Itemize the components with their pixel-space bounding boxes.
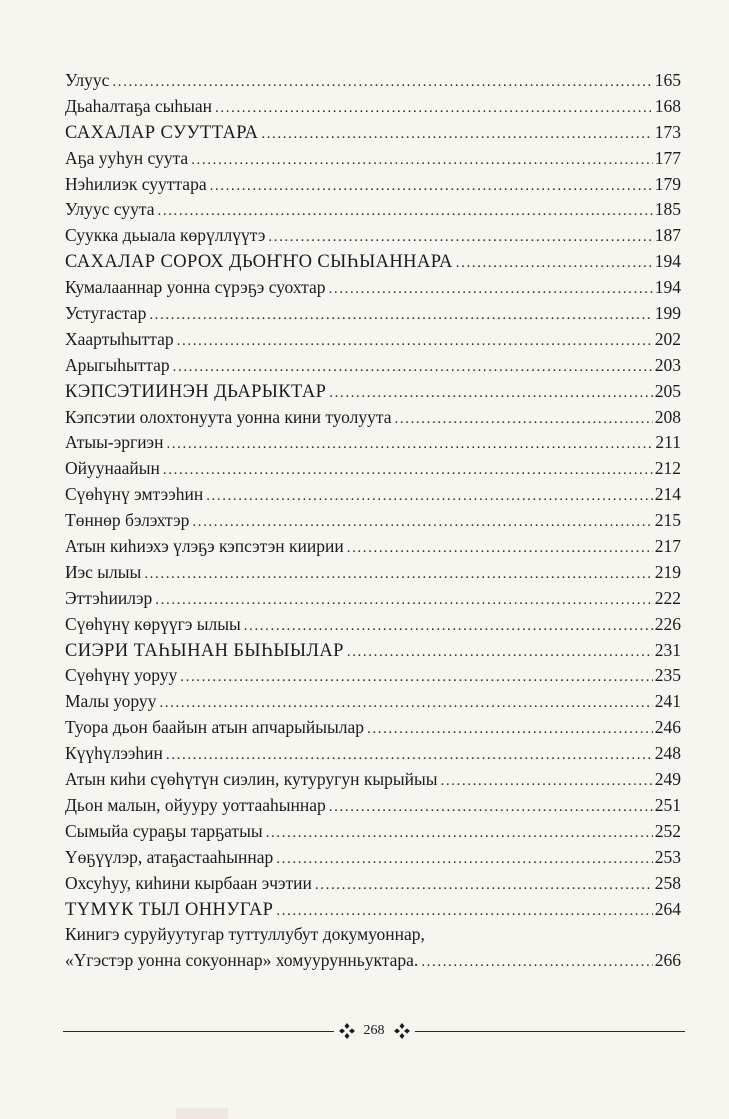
toc-entry-title: Үөҕүүлэр, атаҕастааһыннар xyxy=(65,846,274,867)
toc-entry-title: Арыгыһыттар xyxy=(65,354,170,375)
toc-entry xyxy=(65,482,681,508)
page-number: 268 xyxy=(363,1023,385,1038)
four-diamond-fleuron-icon xyxy=(334,1023,360,1039)
toc-entry-title: Улуус xyxy=(65,70,110,90)
dot-leader xyxy=(180,665,653,691)
dot-leader xyxy=(367,717,653,743)
dot-leader xyxy=(347,536,653,562)
dot-leader xyxy=(276,899,652,925)
toc-entry xyxy=(65,301,681,327)
toc-entry-title: СИЭРИ ТАҺЫНАН БЫҺЫЫЛАР xyxy=(65,640,344,661)
dot-leader xyxy=(157,199,652,225)
toc-entry xyxy=(65,663,681,689)
dot-leader xyxy=(112,70,652,96)
toc-entry xyxy=(65,689,681,715)
toc-entry-title: Ойуунаайын xyxy=(65,458,160,479)
toc-entry xyxy=(65,612,681,638)
toc-entry xyxy=(65,560,681,586)
toc-entry-title: Иэс ылыы xyxy=(65,561,142,582)
dot-leader xyxy=(329,277,653,303)
dot-leader xyxy=(192,510,652,536)
toc-entry-page: 222 xyxy=(654,587,681,608)
toc-entry-title: Дьаһалтаҕа сыһыан xyxy=(65,95,213,116)
toc-entry xyxy=(65,508,681,534)
dot-leader xyxy=(215,96,653,122)
toc-entry-title: КЭПСЭТИИНЭН ДЬАРЫКТАР xyxy=(65,381,327,402)
toc-entry-page: 219 xyxy=(654,561,681,582)
toc-entry-title: Төннөр бэлэхтэр xyxy=(65,510,190,531)
toc-entry-title: САХАЛАР СОРОХ ДЬОҤҤО СЫҺЫАННАРА xyxy=(65,252,453,273)
toc-entry-title: Атыы-эргиэн xyxy=(65,432,164,453)
toc-entry-page: 246 xyxy=(654,717,681,738)
toc-entry xyxy=(65,715,681,741)
toc-entry-page: 208 xyxy=(654,406,681,427)
toc-entry xyxy=(65,327,681,353)
dot-leader xyxy=(144,562,652,588)
toc-entry-title: Атын киһи сүөһүтүн сиэлин, кутуругун кырыйыы xyxy=(65,769,438,790)
toc-section-heading xyxy=(65,120,681,146)
dot-leader xyxy=(166,743,653,769)
toc-entry-page: 217 xyxy=(654,536,681,557)
dot-leader xyxy=(173,355,653,381)
dot-leader xyxy=(149,303,652,329)
footer-rule-left xyxy=(63,1031,334,1032)
dot-leader xyxy=(166,432,653,458)
toc-entry-title: САХАЛАР СУУТТАРА xyxy=(65,122,259,143)
dot-leader xyxy=(163,458,653,484)
toc-entry-title: Нэһилиэк сууттара xyxy=(65,173,207,194)
toc-entry xyxy=(65,586,681,612)
toc-entry xyxy=(65,275,681,301)
toc-entry-title: Хаартыһыттар xyxy=(65,328,174,349)
dot-leader xyxy=(347,640,653,666)
toc-section-heading xyxy=(65,249,681,275)
dot-leader xyxy=(191,148,653,174)
scan-mark xyxy=(176,1108,228,1119)
toc-entry-title: Сүөһүнү уоруу xyxy=(65,665,178,686)
toc-entry-page: 165 xyxy=(654,70,681,90)
toc-entry-title: Суукка дьыала көрүллүүтэ xyxy=(65,225,266,246)
dot-leader xyxy=(261,122,652,148)
dot-leader xyxy=(421,950,652,976)
toc-entry xyxy=(65,94,681,120)
toc-entry xyxy=(65,819,681,845)
toc-section-heading xyxy=(65,638,681,664)
toc-entry-page: 235 xyxy=(654,665,681,686)
toc-entry-page: 179 xyxy=(654,173,681,194)
toc-section-heading xyxy=(65,897,681,923)
toc-entry-page: 214 xyxy=(654,484,681,505)
toc-entry xyxy=(65,456,681,482)
dot-leader xyxy=(329,381,652,407)
toc-entry-page: 168 xyxy=(654,95,681,116)
toc-entry-page: 173 xyxy=(654,121,681,142)
toc-entry xyxy=(65,223,681,249)
table-of-contents xyxy=(65,68,681,974)
toc-entry-page: 177 xyxy=(654,147,681,168)
page-footer xyxy=(63,1019,685,1043)
toc-entry-title-line1: Кинигэ суруйуутугар туттуллубут докумуоннар, xyxy=(65,924,425,945)
toc-entry xyxy=(65,172,681,198)
dot-leader xyxy=(206,484,653,510)
toc-entry xyxy=(65,767,681,793)
dot-leader xyxy=(177,329,653,355)
toc-entry xyxy=(65,793,681,819)
toc-entry-title: Сүөһүнү эмтээһин xyxy=(65,484,204,505)
toc-entry-title: Малы уоруу xyxy=(65,691,157,712)
toc-entry xyxy=(65,68,681,94)
toc-entry-title: Устугастар xyxy=(65,303,147,324)
dot-leader xyxy=(315,873,653,899)
toc-entry-page: 185 xyxy=(654,199,681,220)
footer-rule-right xyxy=(415,1031,686,1032)
toc-entry-title: Кэпсэтии олохтонуута уонна кини туолуута xyxy=(65,406,392,427)
toc-entry xyxy=(65,197,681,223)
toc-entry xyxy=(65,430,681,456)
dot-leader xyxy=(159,691,652,717)
toc-entry xyxy=(65,534,681,560)
toc-entry-title: Туора дьон баайын атын апчарыйыылар xyxy=(65,717,365,738)
toc-entry-page: 266 xyxy=(654,950,681,971)
dot-leader xyxy=(266,821,653,847)
toc-entry-page: 202 xyxy=(654,328,681,349)
toc-entry xyxy=(65,845,681,871)
toc-entry-page: 199 xyxy=(654,303,681,324)
toc-entry-title: Аҕа ууһун суута xyxy=(65,147,189,168)
toc-entry xyxy=(65,741,681,767)
toc-entry xyxy=(65,405,681,431)
four-diamond-fleuron-icon xyxy=(389,1023,415,1039)
toc-entry-title: Атын киһиэхэ үлэҕэ кэпсэтэн киирии xyxy=(65,536,344,557)
toc-section-heading xyxy=(65,379,681,405)
toc-entry-title: Сүөһүнү көрүүгэ ылыы xyxy=(65,613,241,634)
dot-leader xyxy=(244,614,653,640)
dot-leader xyxy=(395,407,653,433)
dot-leader xyxy=(440,769,652,795)
toc-entry-title: Охсуһуу, киһини кырбаан эчэтии xyxy=(65,872,312,893)
dot-leader xyxy=(210,174,653,200)
toc-entry-page: 205 xyxy=(654,380,681,401)
toc-entry-title: Дьон малын, ойууру уоттааһыннар xyxy=(65,794,326,815)
toc-entry-title: ТҮМҮК ТЫЛ ОННУГАР xyxy=(65,899,274,920)
toc-entry-page: 212 xyxy=(654,458,681,479)
dot-leader xyxy=(329,795,653,821)
toc-entry-page: 211 xyxy=(655,432,681,453)
toc-entry-title: Улуус суута xyxy=(65,199,155,220)
toc-entry-page: 194 xyxy=(654,251,681,272)
toc-entry-page: 248 xyxy=(654,743,681,764)
toc-entry-page: 241 xyxy=(654,691,681,712)
toc-entry-title: Күүһүлээһин xyxy=(65,743,163,764)
toc-entry-page: 226 xyxy=(654,613,681,634)
toc-entry-page: 251 xyxy=(654,794,681,815)
toc-entry xyxy=(65,353,681,379)
toc-entry-multiline-second xyxy=(65,948,681,974)
toc-entry-page: 187 xyxy=(654,225,681,246)
toc-entry-page: 231 xyxy=(654,639,681,660)
toc-entry-page: 215 xyxy=(654,510,681,531)
dot-leader xyxy=(268,225,652,251)
toc-entry-page: 194 xyxy=(654,277,681,298)
toc-entry xyxy=(65,146,681,172)
toc-entry-multiline-first xyxy=(65,922,681,948)
dot-leader xyxy=(276,847,652,873)
toc-entry-page: 258 xyxy=(654,872,681,893)
toc-entry-title: Эттэһиилэр xyxy=(65,587,153,608)
dot-leader xyxy=(456,251,653,277)
toc-entry-title-line2: «Үгэстэр уонна сокуоннар» хомуурунньуктара. xyxy=(65,950,419,971)
toc-entry-page: 252 xyxy=(654,820,681,841)
dot-leader xyxy=(155,588,652,614)
toc-entry-page: 203 xyxy=(654,354,681,375)
toc-entry-page: 264 xyxy=(654,898,681,919)
toc-entry-title: Кумалааннар уонна сүрэҕэ суохтар xyxy=(65,277,326,298)
toc-entry-page: 253 xyxy=(654,846,681,867)
toc-entry xyxy=(65,871,681,897)
toc-entry-title: Сымыйа сураҕы тарҕатыы xyxy=(65,820,263,841)
toc-entry-page: 249 xyxy=(654,769,681,790)
